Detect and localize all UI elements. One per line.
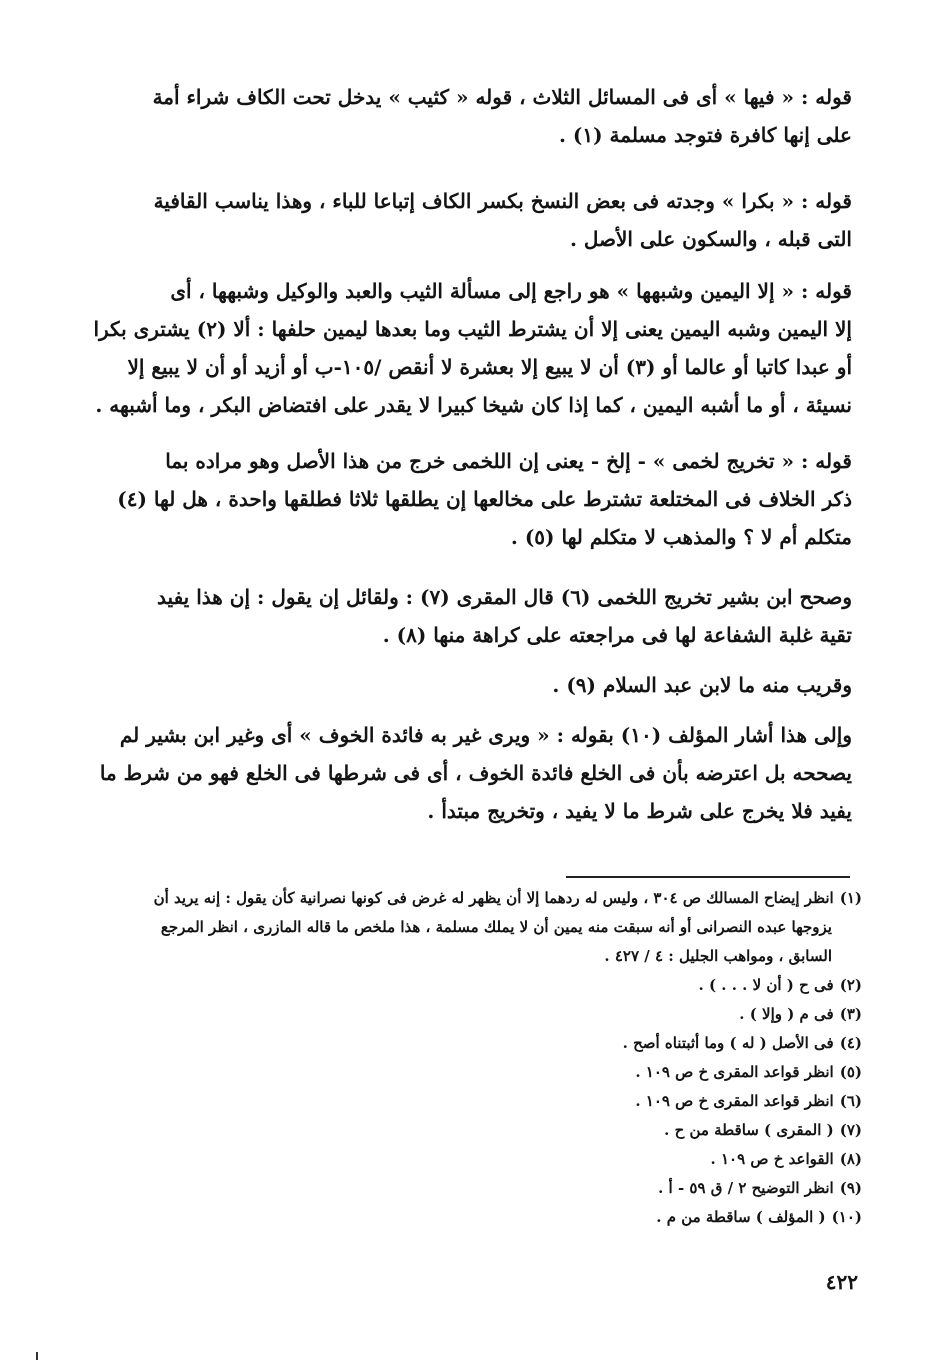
footnote-text: ( المقرى ) ساقطة من ح . xyxy=(664,1121,834,1139)
text-line: وقريب منه ما لابن عبد السلام (٩) . xyxy=(552,673,852,697)
footnote-8 xyxy=(80,1145,862,1174)
footnote-3 xyxy=(80,1000,862,1029)
footnote-1-line xyxy=(80,884,862,913)
footnote-number: (٥) xyxy=(839,1063,862,1081)
footnote-number: (٤) xyxy=(839,1034,862,1052)
footnote-number: (١٠) xyxy=(831,1208,862,1226)
footnote-6 xyxy=(80,1087,862,1116)
footnote-text: فى الأصل ( له ) وما أثبتناه أصح . xyxy=(622,1034,834,1052)
footnote-text: فى ح ( أن لا . . . ) . xyxy=(698,976,834,994)
paragraph-2 xyxy=(80,182,852,258)
text-line: يصححه بل اعترضه بأن فى الخلع فائدة الخوف ، أى فى شرطها فى الخلع فهو من شرط ما xyxy=(99,761,852,785)
paragraph-1 xyxy=(80,78,852,154)
text-line: يفيد فلا يخرج على شرط ما لا يفيد ، وتخريج مبتدأ . xyxy=(427,799,852,823)
footnote-text: انظر إيضاح المسالك ص ٣٠٤ ، وليس له ردهما إلا أن يظهر له غرض فى كونها نصرانية كأن يقول : إنه يريد أن xyxy=(153,889,834,907)
text-line: قوله : « تخريج لخمى » - إلخ - يعنى إن اللخمى خرج من هذا الأصل وهو مراده بما xyxy=(165,449,852,473)
paragraph-3 xyxy=(80,272,852,424)
text-line: تقية غلبة الشفاعة لها فى مراجعته على كراهة منها (٨) . xyxy=(382,623,852,647)
text-line: قوله : « بكرا » وجدته فى بعض النسخ بكسر الكاف إتباعا للباء ، وهذا يناسب القافية xyxy=(153,189,852,213)
paragraph-4 xyxy=(80,442,852,556)
footnote-7 xyxy=(80,1116,862,1145)
page-number: ٤٢٢ xyxy=(825,1270,858,1294)
footnote-text: انظر قواعد المقرى خ ص ١٠٩ . xyxy=(635,1063,834,1081)
footnote-number: (٧) xyxy=(839,1121,862,1139)
footnote-5 xyxy=(80,1058,862,1087)
text-line: متكلم أم لا ؟ والمذهب لا متكلم لها (٥) . xyxy=(510,525,852,549)
footnote-1-continuation: يزوجها عبده النصرانى أو أنه سبقت منه يمين أن لا يملك مسلمة ، هذا ملخص ما قاله المازرى ، انظر المرجع xyxy=(160,918,832,936)
footnote-number: (٣) xyxy=(839,1005,862,1023)
text-line: التى قبله ، والسكون على الأصل . xyxy=(569,227,852,251)
scan-mark xyxy=(36,1352,38,1360)
text-line: أو عبدا كاتبا أو عالما أو (٣) أن لا يبيع إلا بعشرة لا أنقص /١٠٥-ب أو أزيد أو أن لا يبيع إلا xyxy=(127,355,852,379)
footnote-text: ( المؤلف ) ساقطة من م . xyxy=(656,1208,826,1226)
footnote-text: انظر التوضيح ٢ / ق ٥٩ - أ . xyxy=(658,1179,834,1197)
footnote-number: (٢) xyxy=(839,976,862,994)
text-line: ذكر الخلاف فى المختلعة تشترط على مخالعها إن يطلقها ثلاثا فطلقها واحدة ، هل لها (٤) xyxy=(117,487,852,511)
footnote-text: انظر قواعد المقرى خ ص ١٠٩ . xyxy=(635,1092,834,1110)
footnote-number: (٦) xyxy=(839,1092,862,1110)
footnote-number: (١) xyxy=(839,889,862,907)
footnote-text: فى م ( وإلا ) . xyxy=(739,1005,834,1023)
text-line: وصحح ابن بشير تخريج اللخمى (٦) قال المقرى (٧) : ولقائل إن يقول : إن هذا يفيد xyxy=(157,585,852,609)
footnotes xyxy=(80,884,862,1232)
footnote-number: (٩) xyxy=(839,1179,862,1197)
footnote-9 xyxy=(80,1174,862,1203)
text-line: وإلى هذا أشار المؤلف (١٠) بقوله : « ويرى غير به فائدة الخوف » أى وغير ابن بشير لم xyxy=(119,723,852,747)
footnote-1-continuation: السابق ، ومواهب الجليل : ٤ / ٤٢٧ . xyxy=(604,947,832,965)
paragraph-6 xyxy=(80,666,852,704)
footnote-4 xyxy=(80,1029,862,1058)
paragraph-5 xyxy=(80,578,852,654)
text-line: قوله : « فيها » أى فى المسائل الثلاث ، قوله « كثيب » يدخل تحت الكاف شراء أمة xyxy=(152,85,852,109)
text-line: قوله : « إلا اليمين وشبهها » هو راجع إلى مسألة الثيب والعبد والوكيل وشبهها ، أى xyxy=(170,279,852,303)
paragraph-7 xyxy=(80,716,852,830)
footnote-text: القواعد خ ص ١٠٩ . xyxy=(710,1150,834,1168)
footnote-10 xyxy=(80,1203,862,1232)
text-line: إلا اليمين وشبه اليمين يعنى إلا أن يشترط الثيب وما بعدها ليمين حلفها : ألا (٢) يشترى بكرا xyxy=(93,317,852,341)
text-line: نسيئة ، أو ما أشبه اليمين ، كما إذا كان شيخا كبيرا لا يقدر على افتضاض البكر ، وما أشبهه . xyxy=(95,393,852,417)
footnote-2 xyxy=(80,971,862,1000)
text-line: على إنها كافرة فتوجد مسلمة (١) . xyxy=(558,123,852,147)
footnote-separator xyxy=(566,876,850,878)
footnote-number: (٨) xyxy=(839,1150,862,1168)
